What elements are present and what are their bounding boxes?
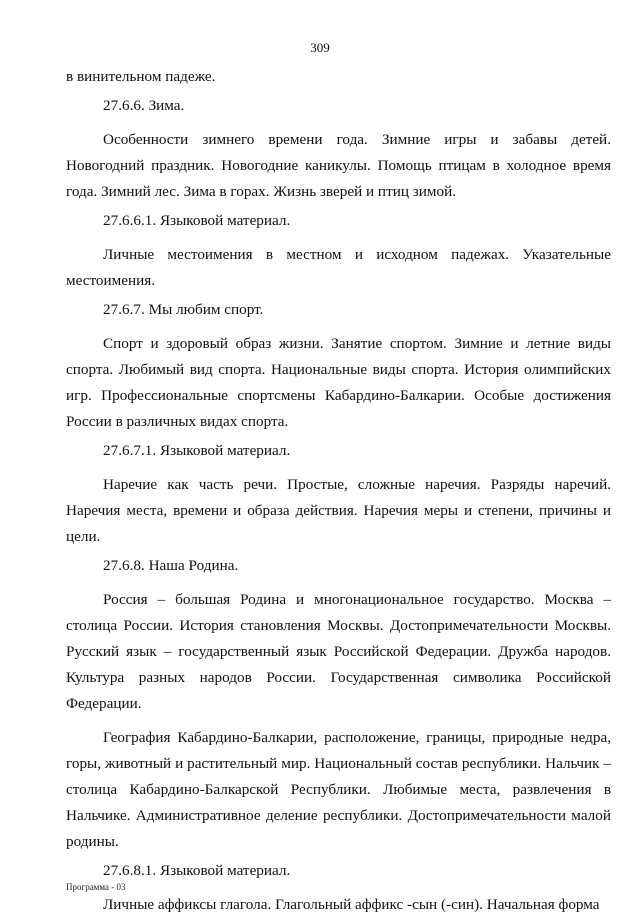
- paragraph-zima: Особенности зимнего времени года. Зимние игры и забавы детей. Новогодний праздник. Новогодние каникулы. Помощь птицам в холодное время года. Зимний лес. Зима в горах. Жизнь зверей и птиц зимой.: [66, 131, 611, 200]
- paragraph-geography: География Кабардино-Балкарии, расположение, границы, природные недра, горы, животный и растительный мир. Национальный состав республики. Нальчик – столица Кабардино-Балкарской Республики. Любимые места, развлечения в Нальчике. Административное деление республики. Достопримечательности малой родины.: [66, 729, 611, 850]
- paragraph-russia: Россия – большая Родина и многонациональное государство. Москва – столица России. История становления Москвы. Достопримечательности Москвы. Русский язык – государственный язык Российской Федерации. Дружба народов. Культура разных народов России. Государственная символика Российской Федерации.: [66, 591, 611, 712]
- document-body: [66, 64, 611, 918]
- section-heading-language-material-2: 27.6.7.1. Языковой материал.: [103, 442, 291, 459]
- section-heading-homeland: 27.6.8. Наша Родина.: [103, 557, 239, 574]
- paragraph-sport: Спорт и здоровый образ жизни. Занятие спортом. Зимние и летние виды спорта. Любимый вид спорта. Национальные виды спорта. История олимпийских игр. Профессиональные спортсмены Кабардино-Балкарии. Особые достижения России в различных видах спорта.: [66, 335, 611, 430]
- paragraph-verb-affixes: Личные аффиксы глагола. Глагольный аффикс -сын (-син). Начальная форма: [103, 896, 600, 913]
- page-number: 309: [310, 40, 330, 55]
- footer-label: Программа - 03: [66, 882, 126, 892]
- paragraph-adverbs: Наречие как часть речи. Простые, сложные наречия. Разряды наречий. Наречия места, времени и образа действия. Наречия меры и степени, причины и цели.: [66, 476, 611, 545]
- paragraph-pronouns: Личные местоимения в местном и исходном падежах. Указательные местоимения.: [66, 246, 611, 289]
- section-heading-zima: 27.6.6. Зима.: [103, 97, 185, 114]
- section-heading-language-material-1: 27.6.6.1. Языковой материал.: [103, 212, 291, 229]
- section-heading-language-material-3: 27.6.8.1. Языковой материал.: [103, 862, 291, 879]
- section-heading-sport: 27.6.7. Мы любим спорт.: [103, 301, 264, 318]
- continuation-text: в винительном падеже.: [66, 68, 216, 85]
